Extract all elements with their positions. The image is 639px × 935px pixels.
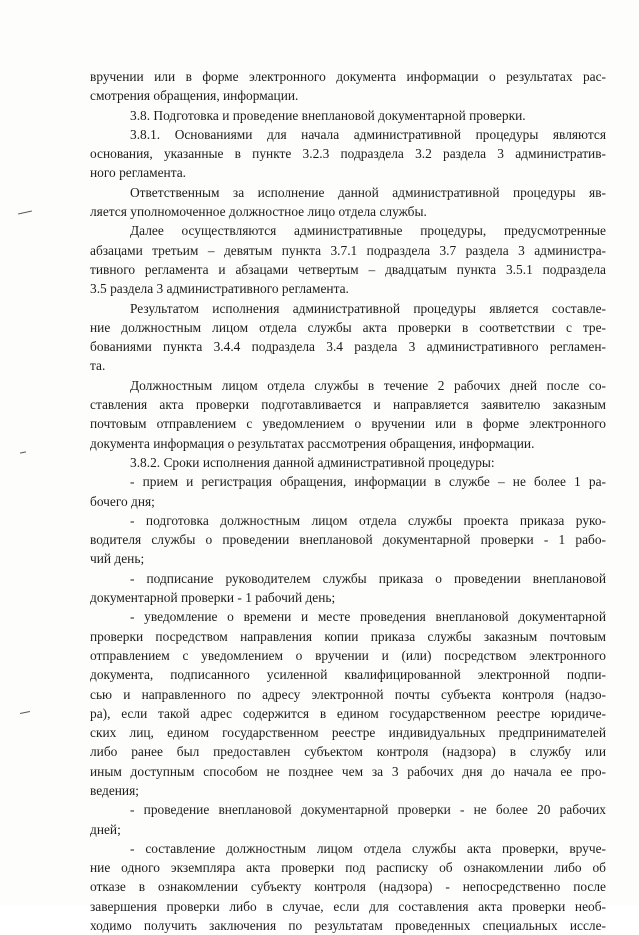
- text-line: ставления акта проверки подготавливается и направляется заявителю заказным: [90, 397, 606, 413]
- text-line: Ответственным за исполнение данной административной процедуры яв-: [130, 184, 606, 200]
- text-line: 3.8.2. Сроки исполнения данной административной процедуры:: [130, 454, 495, 470]
- text-line: абзацами третьим – девятым пункта 3.7.1 подраздела 3.7 раздела 3 администра-: [90, 242, 606, 258]
- text-line: Результатом исполнения административной процедуры является составле-: [130, 300, 606, 316]
- text-line: - проведение внеплановой документарной проверки - не более 20 рабочих: [130, 802, 606, 818]
- text-line: почтовым отправлением с уведомлением о вручении или в форме электронного: [90, 416, 606, 432]
- text-line: отправлением с уведомлением о вручении и (или) посредством электронного: [90, 647, 606, 663]
- text-line: отказе в ознакомлении субъекту контроля (надзора) - непосредственно после: [90, 879, 606, 895]
- text-line: 3.8.1. Основаниями для начала административной процедуры являются: [130, 126, 606, 142]
- text-line: - составление должностным лицом отдела службы акта проверки, вруче-: [130, 840, 606, 856]
- text-line: 3.8. Подготовка и проведение внеплановой документарной проверки.: [130, 107, 526, 123]
- text-line: тивного регламента и абзацами четвертым – двадцатым пункта 3.5.1 подраздела: [90, 261, 606, 277]
- document-body: [90, 67, 606, 935]
- text-line: ние должностным лицом отдела службы акта проверки в соответствии с тре-: [90, 319, 606, 335]
- text-line: иным доступным способом не позднее чем за 3 рабочих дня до начала ее про-: [90, 763, 606, 779]
- text-line: завершения проверки либо в случае, если для составления акта проверки необ-: [90, 898, 606, 914]
- scan-mark: [18, 211, 32, 215]
- text-line: - уведомление о времени и месте проведения внеплановой документарной: [130, 609, 606, 625]
- text-line: проверки посредством направления копии приказа службы заказным почтовым: [90, 628, 606, 644]
- text-line: бочего дня;: [90, 493, 155, 509]
- text-line: сью и направленного по адресу электронной почты субъекта контроля (надзо-: [90, 686, 606, 702]
- text-line: смотрения обращения, информации.: [90, 88, 299, 104]
- text-line: Далее осуществляются административные процедуры, предусмотренные: [130, 223, 606, 239]
- text-line: ние одного экземпляра акта проверки под расписку об ознакомлении либо об: [90, 860, 606, 876]
- text-line: чий день;: [90, 551, 145, 567]
- scan-mark: [20, 451, 26, 453]
- text-line: либо ранее был предоставлен субъектом контроля (надзора) в службу или: [90, 744, 606, 760]
- text-line: ляется уполномоченное должностное лицо отдела службы.: [90, 204, 427, 220]
- text-line: водителя службы о проведении внеплановой документарной проверки - 1 рабо-: [90, 532, 606, 548]
- text-line: документа, подписанного усиленной квалифицированной электронной подпи-: [90, 667, 606, 683]
- text-line: та.: [90, 358, 106, 374]
- text-line: - прием и регистрация обращения, информации в службе – не более 1 ра-: [130, 474, 606, 490]
- scan-mark: [20, 711, 30, 714]
- text-line: Должностным лицом отдела службы в течение 2 рабочих дней после со-: [130, 377, 606, 393]
- text-line: документарной проверки - 1 рабочий день;: [90, 590, 336, 606]
- text-line: - подготовка должностным лицом отдела службы проекта приказа руко-: [130, 512, 606, 528]
- text-line: основания, указанные в пункте 3.2.3 подраздела 3.2 раздела 3 административ-: [90, 146, 606, 162]
- text-line: бованиями пункта 3.4.4 подраздела 3.4 раздела 3 административного регламен-: [90, 339, 606, 355]
- text-line: - подписание руководителем службы приказа о проведении внеплановой: [130, 570, 606, 586]
- text-line: ра), если такой адрес содержится в едином государственном реестре юридиче-: [90, 705, 606, 721]
- text-line: ного регламента.: [90, 165, 187, 181]
- text-line: ходимо получить заключения по результатам проведенных специальных иссле-: [90, 918, 606, 934]
- text-line: документа информация о результатах рассмотрения обращения, информации.: [90, 435, 535, 451]
- text-line: 3.5 раздела 3 административного регламента.: [90, 281, 349, 297]
- text-line: дней;: [90, 821, 121, 837]
- text-line: вручении или в форме электронного документа информации о результатах рас-: [90, 69, 606, 84]
- text-line: ведения;: [90, 782, 139, 798]
- text-line: ских лиц, едином государственном реестре индивидуальных предпринимателей: [90, 725, 606, 741]
